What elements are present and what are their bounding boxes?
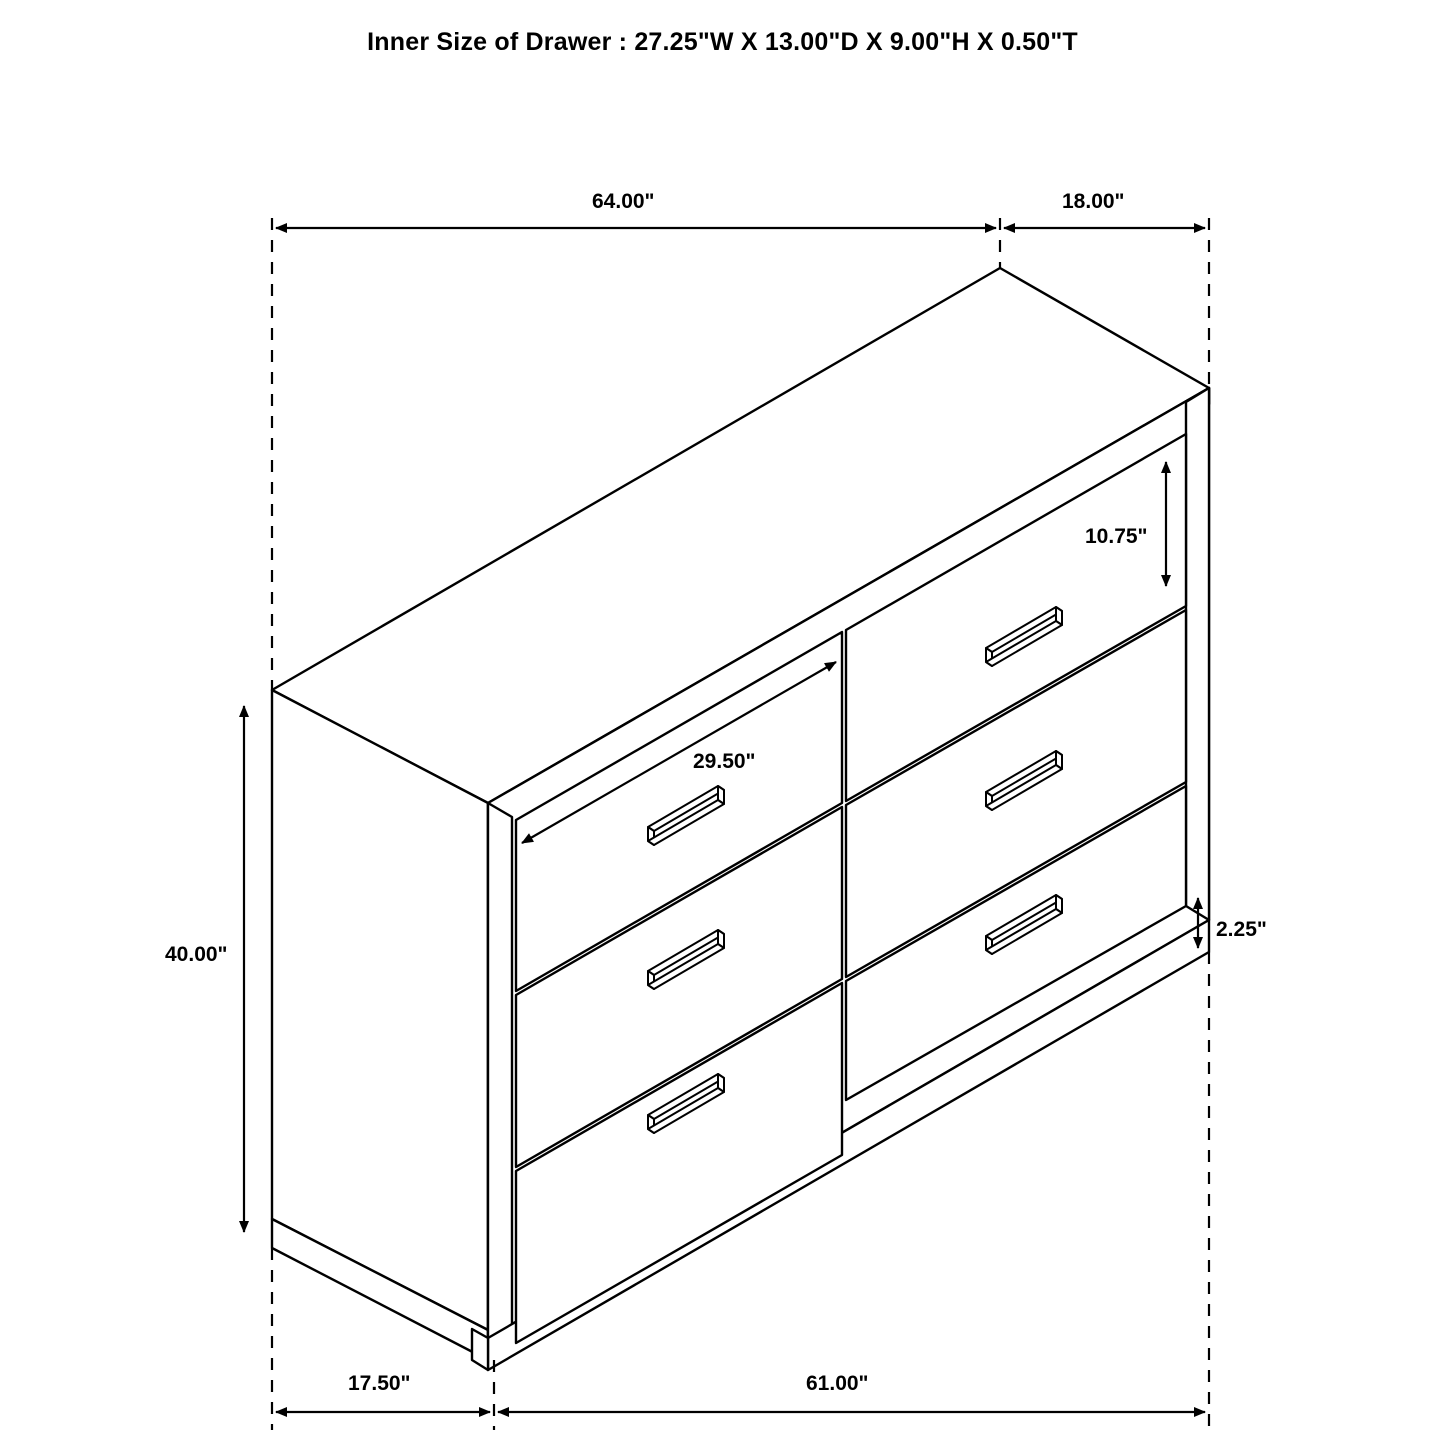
dim-label-base-height: 2.25" [1216,918,1267,941]
dim-label-front-width: 61.00" [806,1372,869,1395]
front-left-stile [488,803,512,1352]
front-right-bevel [1186,388,1209,920]
dim-label-drawer-height: 10.75" [1085,525,1148,548]
dim-label-side-depth: 17.50" [348,1372,411,1395]
page-title: Inner Size of Drawer : 27.25"W X 13.00"D X 9.00"H X 0.50"T [367,28,1078,56]
dim-label-top-width: 64.00" [592,190,655,213]
dim-label-top-depth: 18.00" [1062,190,1125,213]
dresser-body [272,268,1209,1370]
left-side-panel [272,690,488,1330]
dim-label-overall-height: 40.00" [165,943,228,966]
dim-label-drawer-width: 29.50" [693,750,756,773]
